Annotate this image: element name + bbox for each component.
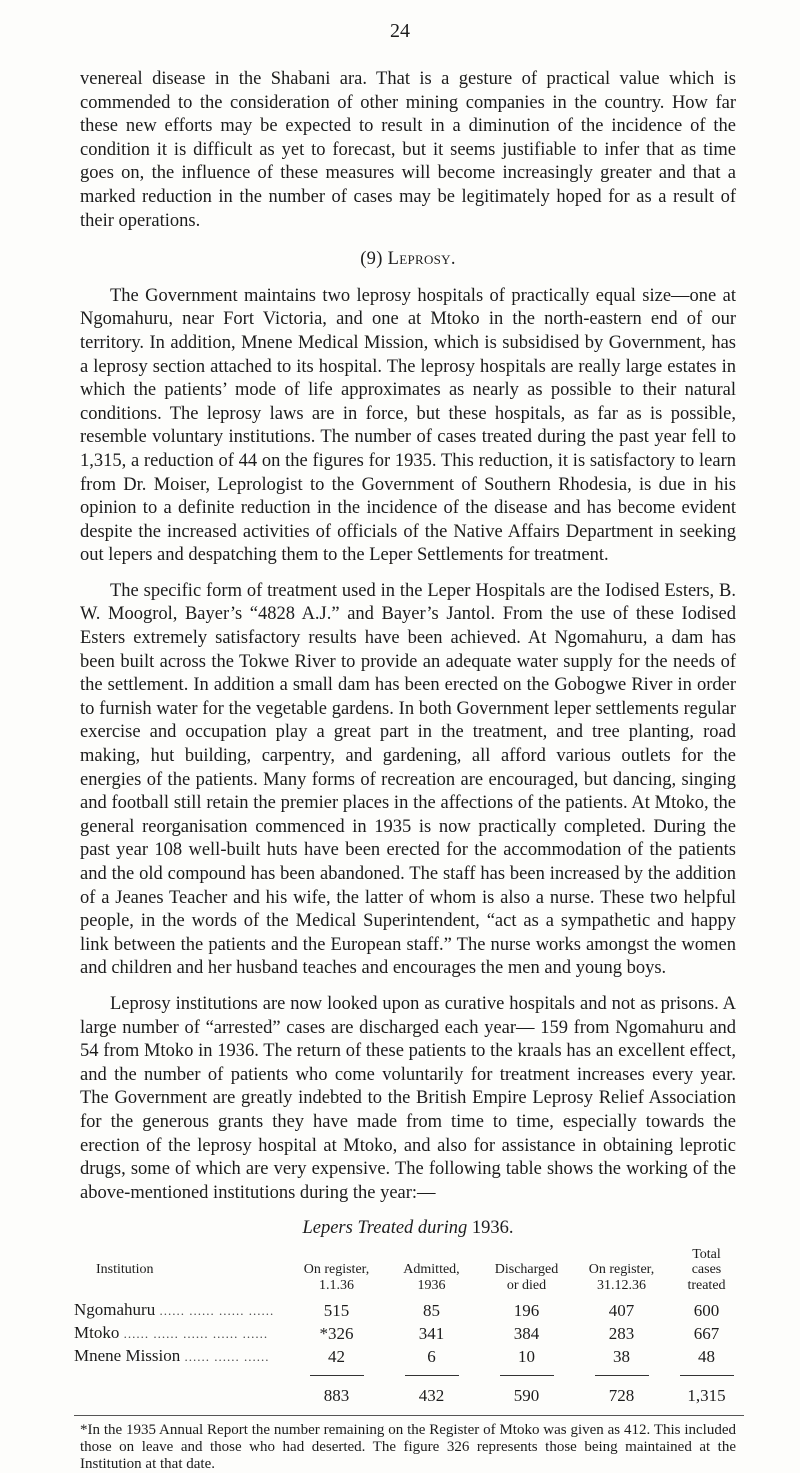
cell-discharged: 196 xyxy=(513,1300,540,1320)
table-title xyxy=(80,1217,736,1241)
cell-admitted: 6 xyxy=(427,1346,436,1366)
table-header-row xyxy=(74,1247,744,1300)
paragraph: The Government maintains two leprosy hospitals of practically equal size—one at Ngomahuru, near Fort Victoria, and one at Mtoko in the north-eastern end of our territory. In addition, Mnene Medical Mission, which is subsidised by Government, has a leprosy section attached to its hospital. The leprosy hospitals are really large estates in which the patients’ mode of life approximates as nearly as possible to their natural conditions. The leprosy laws are in force, but these hospitals, as far as is possible, resemble voluntary institutions. The number of cases treated during the past year fell to 1,315, a reduction of 44 on the figures for 1935. This reduction, it is satisfactory to learn from Dr. Moiser, Leprologist to the Government of Southern Rhodesia, is due in his opinion to a definite reduction in the incidence of the disease and has become evident despite the increased activities of officials of the Native Affairs Department in seeking out lepers and despatching them to the Leper Settlements for treatment. xyxy=(80,285,736,566)
paragraph-intro: venereal disease in the Shabani ara. That is a gesture of practical value which is commended to the consideration of other mining companies in the country. How far these new efforts may be expected to result in a diminution of the incidence of the condition it is difficult as yet to forecast, but it seems justifiable to infer that as time goes on, the influence of these measures will become increasingly greater and that a marked reduction in the number of cases may be legitimately hoped for as a result of their operations. xyxy=(80,69,736,231)
total-on-register-end: 728 xyxy=(574,1368,669,1407)
cell-on-register-end: 407 xyxy=(608,1300,635,1320)
footnote: *In the 1935 Annual Report the number remaining on the Register of Mtoko was given as 412. This included those on leave and those who had deserted. The figure 326 represents those being maintained at the Institution at that date. xyxy=(80,1422,736,1473)
lepers-table xyxy=(74,1247,744,1408)
sum-rule xyxy=(310,1375,364,1376)
total-cases-treated: 1,315 xyxy=(669,1368,744,1407)
table-title-year: 1936. xyxy=(471,1218,514,1239)
row-institution-name: Ngomahuru xyxy=(74,1300,156,1320)
header-institution: Institution xyxy=(96,1262,154,1278)
cell-on-register-end: 283 xyxy=(608,1323,635,1343)
table-total-row xyxy=(74,1368,744,1407)
cell-admitted: 85 xyxy=(423,1300,440,1320)
header-on-register-end: On register, 31.12.36 xyxy=(588,1262,655,1293)
sum-rule xyxy=(405,1375,459,1376)
section-title: Leprosy. xyxy=(387,249,456,270)
total-on-register-start: 883 xyxy=(289,1368,384,1407)
header-discharged: Discharged or died xyxy=(494,1262,559,1293)
header-on-register-start: On register, 1.1.36 xyxy=(303,1262,370,1293)
table-title-italic: Lepers Treated during xyxy=(302,1218,468,1239)
total-admitted: 432 xyxy=(384,1368,479,1407)
cell-on-register-start: 515 xyxy=(323,1300,350,1320)
cell-total: 48 xyxy=(698,1346,715,1366)
header-total: Total cases treated xyxy=(687,1246,726,1293)
cell-discharged: 384 xyxy=(513,1323,540,1343)
section-heading xyxy=(80,248,736,272)
section-number: (9) xyxy=(360,249,383,270)
cell-admitted: 341 xyxy=(418,1323,445,1343)
footnote-divider xyxy=(74,1415,744,1416)
table-row xyxy=(74,1322,744,1345)
paragraph: The specific form of treatment used in the Leper Hospitals are the Iodised Esters, B. W. Moogrol, Bayer’s “4828 A.J.” and Bayer’s Jantol. From the use of these Iodised Esters extremely satisfactory results have been achieved. At Ngomahuru, a dam has been built across the Tokwe River to provide an adequate water supply for the needs of the settlement. In addition a small dam has been erected on the Gobogwe River in order to furnish water for the vegetable gardens. In both Government leper settlements regular exercise and occupation play a great part in the treatment, and tree planting, road making, hut building, carpentry, and gardening, all afford various outlets for the energies of the patients. Many forms of recreation are encouraged, but dancing, singing and football still retain the premier places in the affections of the patients. At Mtoko, the general reorganisation commenced in 1935 is now practically completed. During the past year 108 well-built huts have been erected for the accommodation of the patients and the old compound has been abandoned. The staff has been increased by the addition of a Jeanes Teacher and his wife, the latter of whom is also a nurse. These two helpful people, in the words of the Medical Superintendent, “act as a sympathetic and happy link between the patients and the European staff.” The nurse works amongst the women and children and her husband teaches and encourages the men and young boys. xyxy=(80,580,736,979)
sum-rule xyxy=(500,1375,554,1376)
row-institution-name: Mnene Mission xyxy=(74,1346,181,1366)
table-row xyxy=(74,1345,744,1368)
cell-total: 600 xyxy=(693,1300,720,1320)
header-admitted: Admitted, 1936 xyxy=(403,1262,460,1293)
sum-rule xyxy=(595,1375,649,1376)
paragraph: Leprosy institutions are now looked upon as curative hospitals and not as prisons. A large number of “arrested” cases are discharged each year— 159 from Ngomahuru and 54 from Mtoko in 1936. The return of these patients to the kraals has an excellent effect, and the number of patients who come voluntarily for treatment increases every year. The Government are greatly indebted to the British Empire Leprosy Relief Association for the generous grants they have made from time to time, especially towards the erection of the leprosy hospital at Mtoko, and also for assistance in obtaining leprotic drugs, some of which are very expensive. The following table shows the working of the above-mentioned institutions during the year:— xyxy=(80,993,736,1203)
table-row xyxy=(74,1299,744,1322)
cell-on-register-start: 42 xyxy=(328,1346,345,1366)
dot-leader: ...... ...... ...... xyxy=(184,1349,270,1365)
cell-discharged: 10 xyxy=(518,1346,535,1366)
total-discharged: 590 xyxy=(479,1368,574,1407)
row-institution-name: Mtoko xyxy=(74,1323,120,1343)
body-text xyxy=(74,68,736,1473)
dot-leader: ...... ...... ...... ...... xyxy=(159,1303,275,1319)
page-number: 24 xyxy=(390,20,410,42)
cell-total: 667 xyxy=(693,1323,720,1343)
cell-on-register-end: 38 xyxy=(613,1346,630,1366)
sum-rule xyxy=(680,1375,734,1376)
dot-leader: ...... ...... ...... ...... ...... xyxy=(123,1326,269,1342)
cell-on-register-start: *326 xyxy=(319,1323,354,1343)
